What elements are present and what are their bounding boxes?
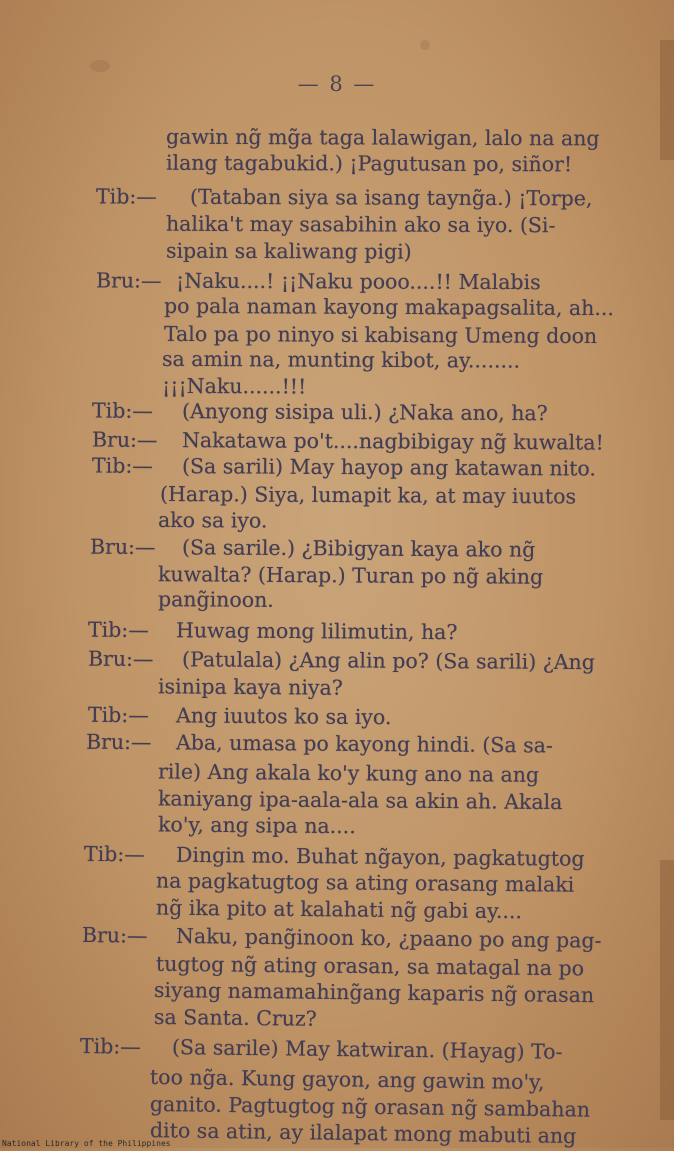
text-line — [0, 1033, 674, 1067]
line-text: pang̃inoon. — [157, 587, 274, 612]
text-line — [0, 646, 674, 677]
text-line — [0, 894, 674, 927]
line-text: ¡¡¡Naku......!!! — [161, 373, 307, 399]
page-number: — 8 — — [297, 72, 377, 96]
line-text: ng̃ ika pito at kalahati ng̃ gabi ay.... — [155, 895, 523, 924]
speaker-label: Tib:— — [91, 453, 153, 478]
line-text: Aba, umasa po kayong hindi. (Sa sa- — [175, 730, 553, 758]
line-text: tugtog ng̃ ating orasan, sa matagal na po — [155, 951, 585, 981]
line-text: Talo pa po ninyo si kabisang Umeng doon — [163, 321, 598, 349]
speaker-label: Bru:— — [85, 729, 152, 755]
line-text: isinipa kaya niya? — [157, 674, 343, 700]
line-text: ¡Naku....! ¡¡Naku pooo....!! Malabis — [175, 268, 541, 295]
line-text: Ang iuutos ko sa iyo. — [175, 703, 392, 730]
speaker-label: Tib:— — [91, 398, 153, 423]
line-text: halika't may sasabihin ako sa iyo. (Si- — [165, 211, 556, 238]
speaker-label: Bru:— — [81, 922, 148, 948]
text-line — [0, 729, 674, 760]
line-text: ko'y, ang sipa na.... — [157, 812, 356, 839]
text-line — [0, 453, 674, 483]
line-text: sa Santa. Cruz? — [153, 1004, 317, 1031]
line-text: kuwalta? (Harap.) Turan po ng̃ aking — [157, 562, 544, 589]
line-text: gawin ng̃ mg̃a taga lalawigan, lalo na ang — [165, 124, 600, 151]
text-line — [0, 586, 674, 617]
line-text: sa amin na, munting kibot, ay........ — [161, 346, 521, 373]
speaker-label: Bru:— — [89, 534, 156, 560]
line-text: too ng̃a. Kung gayon, ang gawin mo'y, — [149, 1064, 545, 1095]
library-credit: National Library of the Philippines — [2, 1139, 171, 1148]
line-text: (Anyong sisipa uli.) ¿Naka ano, ha? — [181, 399, 548, 426]
line-text: siyang namamahing̃ang kaparis ng̃ orasan — [153, 977, 595, 1008]
speaker-label: Bru:— — [87, 646, 154, 672]
text-line — [0, 507, 674, 537]
line-text: Naku, pang̃inoon ko, ¿paano po ang pag- — [175, 923, 602, 953]
line-text: (Sa sarili) May hayop ang katawan nito. — [181, 454, 597, 481]
line-text: (Tataban siya sa isang tayng̃a.) ¡Torpe, — [189, 184, 593, 211]
text-line — [0, 398, 674, 428]
text-line — [0, 617, 674, 648]
speaker-label: Tib:— — [87, 617, 149, 643]
line-text: (Harap.) Siya, lumapit ka, at may iuutos — [159, 481, 577, 509]
line-text: (Sa sarile.) ¿Bibigyan kaya ako ng̃ — [181, 535, 536, 562]
text-line — [0, 346, 674, 375]
text-line — [0, 427, 674, 457]
text-line — [0, 124, 674, 153]
text-line — [0, 702, 674, 733]
speaker-label: Tib:— — [83, 841, 145, 867]
speaker-label: Bru:— — [91, 427, 158, 452]
line-text: (Patulala) ¿Ang alin po? (Sa sarili) ¿Ang — [181, 647, 595, 675]
text-line — [0, 150, 674, 179]
line-text: sipain sa kaliwang pigi) — [165, 238, 412, 264]
text-line — [0, 184, 674, 213]
text-line — [0, 211, 674, 240]
line-text: dito sa atin, ay ilalapat mong mabuti ang — [149, 1118, 577, 1149]
text-line — [0, 811, 674, 843]
line-text: rile) Ang akala ko'y kung ano na ang — [157, 759, 540, 787]
line-text: Nakatawa po't....nagbibigay ng̃ kuwalta! — [181, 428, 604, 455]
line-text: na pagkatugtog sa ating orasang malaki — [155, 868, 575, 897]
text-line — [0, 481, 674, 511]
speaker-label: Tib:— — [95, 184, 157, 209]
speaker-label: Tib:— — [79, 1033, 141, 1059]
text-line — [0, 268, 674, 297]
line-text: kaniyang ipa-aala-ala sa akin ah. Akala — [157, 786, 563, 815]
line-text: ganito. Pagtugtog ng̃ orasan ng̃ sambahan — [149, 1091, 591, 1122]
line-text: (Sa sarile) May katwiran. (Hayag) To- — [171, 1035, 563, 1064]
text-line — [0, 238, 674, 267]
line-text: Huwag mong lilimutin, ha? — [175, 618, 458, 645]
text-line — [0, 293, 674, 322]
line-text: ako sa iyo. — [157, 507, 268, 533]
line-text: Dingin mo. Buhat ng̃ayon, pagkatugtog — [175, 842, 585, 871]
text-line — [0, 534, 674, 565]
line-text: po pala naman kayong makapagsalita, ah... — [163, 293, 614, 321]
line-text: ilang tagabukid.) ¡Pagutusan po, siñor! — [165, 150, 573, 177]
text-line — [0, 673, 674, 704]
speaker-label: Bru:— — [95, 268, 162, 293]
speaker-label: Tib:— — [87, 702, 149, 728]
